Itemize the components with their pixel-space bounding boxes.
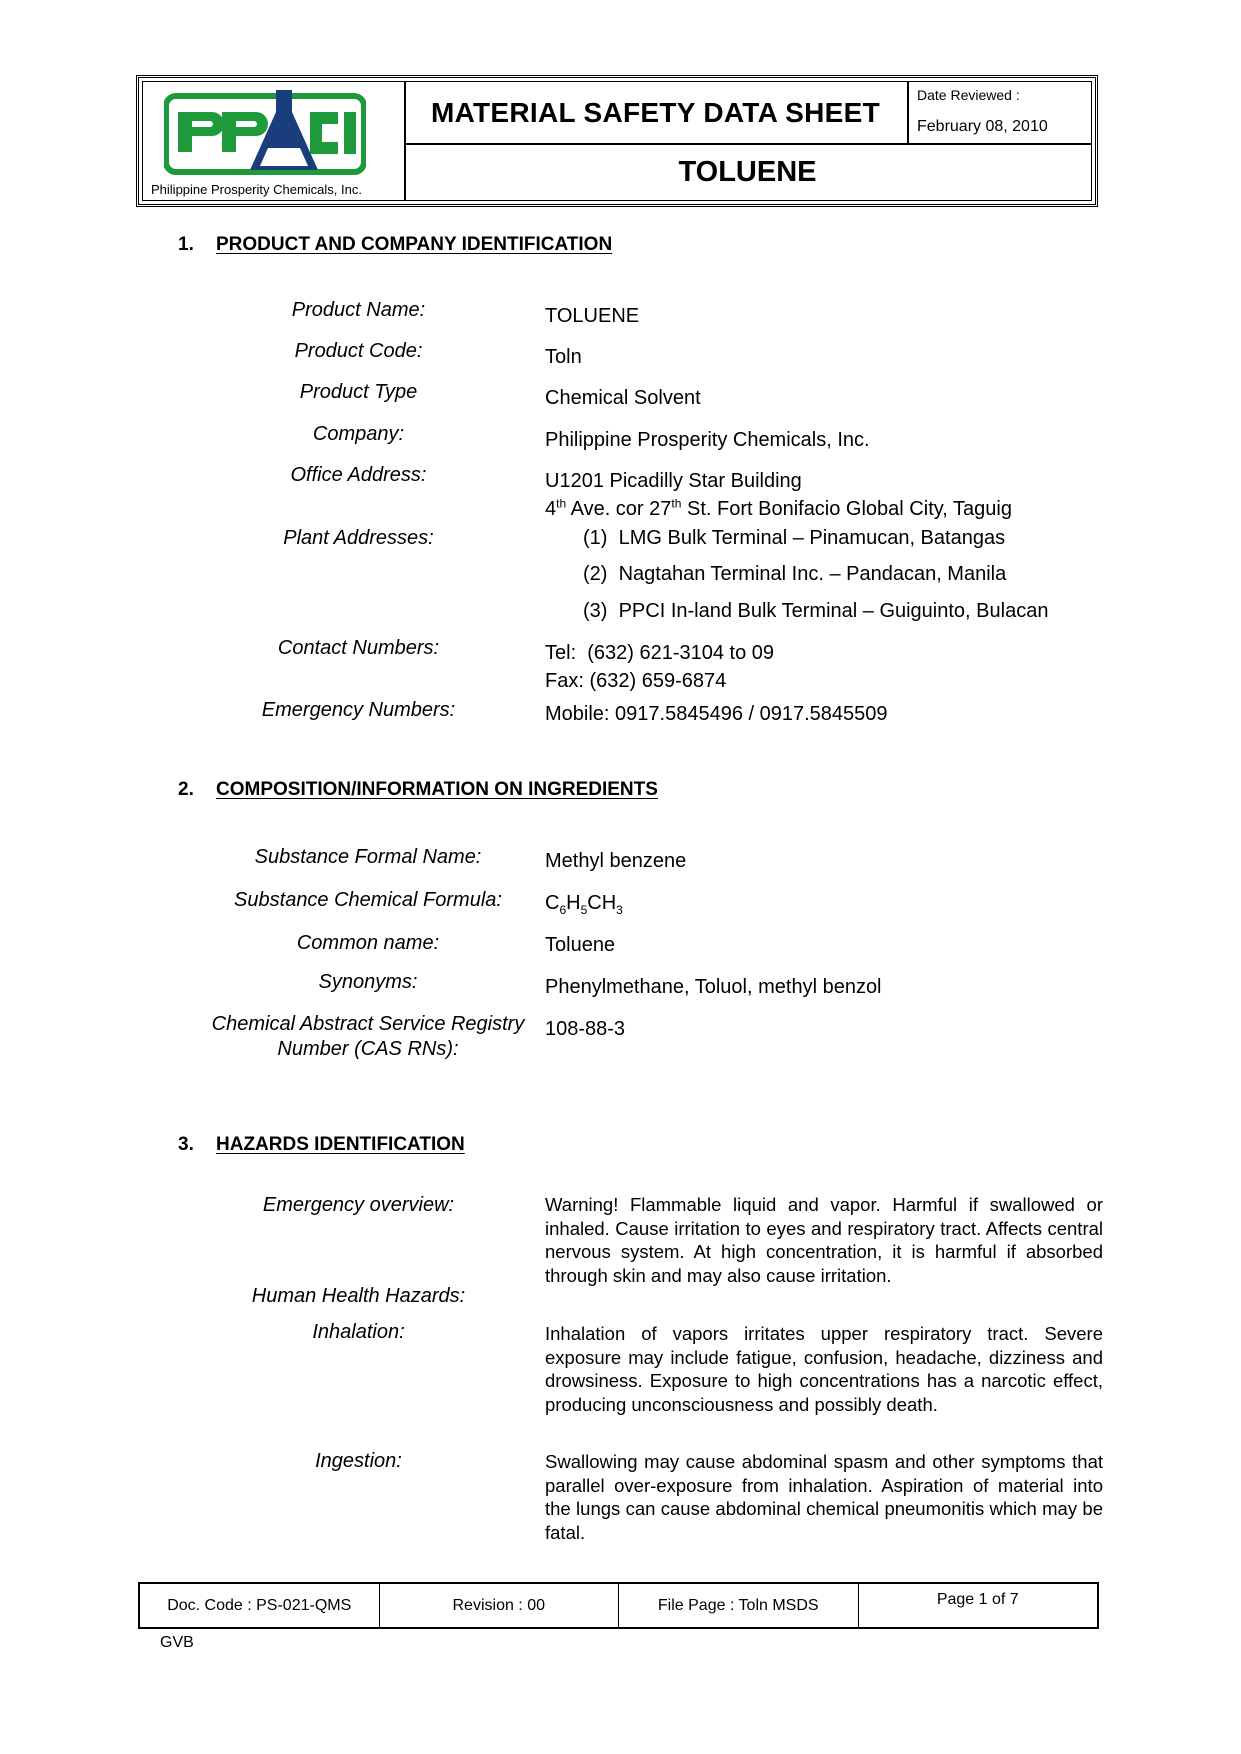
common-name-value: Toluene bbox=[545, 934, 616, 956]
section-3-title: HAZARDS IDENTIFICATION bbox=[216, 1134, 465, 1155]
chemical-formula-label: Substance Chemical Formula: bbox=[234, 889, 502, 911]
formal-name-label: Substance Formal Name: bbox=[254, 846, 482, 868]
company-caption: Philippine Prosperity Chemicals, Inc. bbox=[151, 182, 362, 197]
company-label: Company: bbox=[312, 423, 405, 445]
ppci-logo-icon bbox=[164, 88, 366, 176]
plant-address-3: (3) PPCI In-land Bulk Terminal – Guiguinto, Bulacan bbox=[583, 600, 1049, 622]
section-2-title: COMPOSITION/INFORMATION ON INGREDIENTS bbox=[216, 779, 658, 800]
chemical-formula-value: $C_6H_5CH_3$ bbox=[545, 892, 623, 917]
ingestion-label: Ingestion: bbox=[315, 1450, 402, 1472]
footer-initials: GVB bbox=[160, 1634, 194, 1651]
product-name-value: TOLUENE bbox=[545, 305, 640, 327]
formal-name-value: Methyl benzene bbox=[545, 850, 687, 872]
product-type-label: Product Type bbox=[299, 381, 418, 403]
product-code-value: Toln bbox=[545, 346, 582, 368]
emergency-overview-text: Warning! Flammable liquid and vapor. Harmful if swallowed or inhaled. Cause irritation to eyes and respiratory tract. Affects central nervous system. At high concentration, it is harmful if absorbed through skin and may also cause irritation. bbox=[545, 1194, 1103, 1286]
product-type-value: Chemical Solvent bbox=[545, 387, 701, 409]
product-code-label: Product Code: bbox=[294, 340, 423, 362]
inhalation-text: Inhalation of vapors irritates upper respiratory tract. Severe exposure may include fatigue, confusion, headache, dizziness and drowsiness. Exposure to high concentrations has a narcotic effect, producing unconsciousness and possibly death. bbox=[545, 1323, 1103, 1415]
cas-value: 108-88-3 bbox=[545, 1018, 626, 1040]
office-address-line1: U1201 Picadilly Star Building bbox=[545, 470, 802, 492]
date-reviewed-value: February 08, 2010 bbox=[917, 118, 1048, 135]
header-divider-date bbox=[907, 82, 909, 143]
section-3-number: 3. bbox=[178, 1134, 194, 1155]
footer-file-page: File Page : Toln MSDS bbox=[619, 1584, 859, 1627]
section-2-number: 2. bbox=[178, 779, 194, 800]
date-reviewed-label: Date Reviewed : bbox=[917, 87, 1020, 103]
plant-address-2: (2) Nagtahan Terminal Inc. – Pandacan, Manila bbox=[583, 563, 1007, 585]
tel-value: Tel: (632) 621-3104 to 09 bbox=[545, 642, 775, 664]
footer-table bbox=[138, 1582, 1099, 1629]
company-value: Philippine Prosperity Chemicals, Inc. bbox=[545, 429, 870, 451]
synonyms-label: Synonyms: bbox=[318, 971, 418, 993]
product-name-label: Product Name: bbox=[291, 299, 426, 321]
company-logo bbox=[164, 88, 366, 176]
footer-doc-code: Doc. Code : PS-021-QMS bbox=[140, 1584, 380, 1627]
emergency-numbers-label: Emergency Numbers: bbox=[261, 699, 456, 721]
header-divider-title bbox=[404, 143, 1091, 145]
header-inner-frame bbox=[142, 81, 1092, 201]
section-1-title: PRODUCT AND COMPANY IDENTIFICATION bbox=[216, 234, 613, 255]
office-address-label: Office Address: bbox=[290, 464, 427, 486]
plant-addresses-label: Plant Addresses: bbox=[283, 527, 434, 549]
fax-value: Fax: (632) 659-6874 bbox=[545, 670, 727, 692]
plant-address-1: (1) LMG Bulk Terminal – Pinamucan, Batangas bbox=[583, 527, 1006, 549]
office-address-line2: 4th Ave. cor 27th St. Fort Bonifacio Global City, Taguig bbox=[545, 496, 1012, 520]
document-title: MATERIAL SAFETY DATA SHEET bbox=[430, 97, 881, 128]
cas-label-line1: Chemical Abstract Service Registry bbox=[211, 1013, 525, 1035]
common-name-label: Common name: bbox=[296, 932, 440, 954]
contact-numbers-label: Contact Numbers: bbox=[277, 637, 440, 659]
mobile-value: Mobile: 0917.5845496 / 0917.5845509 bbox=[545, 703, 888, 725]
header-box bbox=[136, 75, 1098, 207]
section-1-number: 1. bbox=[178, 234, 194, 255]
footer-revision: Revision : 00 bbox=[380, 1584, 620, 1627]
synonyms-value: Phenylmethane, Toluol, methyl benzol bbox=[545, 976, 882, 998]
cas-label-line2: Number (CAS RNs): bbox=[277, 1038, 459, 1060]
footer-page-number: Page 1 of 7 bbox=[936, 1591, 1019, 1608]
emergency-overview-label: Emergency overview: bbox=[262, 1194, 455, 1216]
human-health-hazards-label: Human Health Hazards: bbox=[251, 1285, 466, 1307]
ingestion-text: Swallowing may cause abdominal spasm and other symptoms that parallel over-exposure from inhalation. Aspiration of material into the lungs can cause abdominal chemical pneumonitis which may be fatal. bbox=[545, 1451, 1103, 1543]
product-title: TOLUENE bbox=[678, 156, 817, 188]
inhalation-label: Inhalation: bbox=[312, 1321, 405, 1343]
